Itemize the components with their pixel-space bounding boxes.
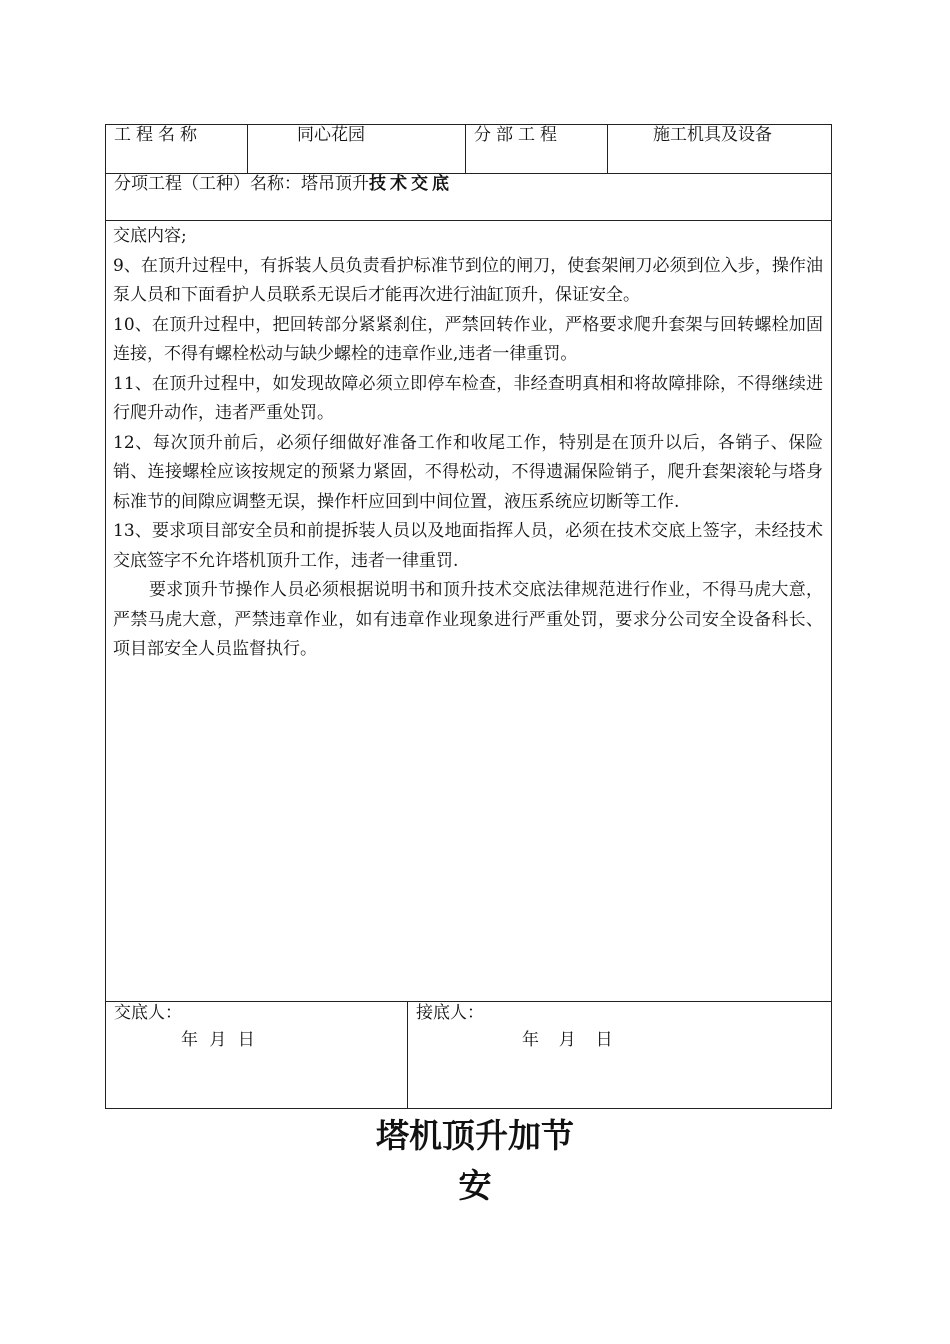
col-divider-1 xyxy=(247,124,248,173)
content-paragraph: 10、在顶升过程中，把回转部分紧紧刹住，严禁回转作业，严格要求爬升套架与回转螺栓加固连接，不得有螺栓松动与缺少螺栓的违章作业,违者一律重罚。 xyxy=(113,314,823,364)
project-name-value: 同心花园 xyxy=(297,125,365,145)
division-label: 分部工程 xyxy=(474,125,562,145)
subitem-label: 分项工程（工种）名称：塔吊顶升 xyxy=(114,174,369,194)
table-border-left xyxy=(105,124,106,1109)
content-closing: 要求顶升节操作人员必须根据说明书和顶升技术交底法律规范进行作业，不得马虎大意，严禁马虎大意，严禁违章作业，如有违章作业现象进行严重处罚，要求分公司安全设备科长、项目部安全人员监督执行。 xyxy=(113,580,823,659)
giver-date: 年 月 日 xyxy=(181,1030,258,1050)
footer-title-line2: 安 xyxy=(458,1166,492,1205)
row-divider-2 xyxy=(105,220,831,221)
content-heading: 交底内容; xyxy=(113,226,187,246)
col-divider-2 xyxy=(465,124,466,173)
table-border-bottom xyxy=(105,1108,832,1109)
subitem-emphasis: 技术交底 xyxy=(369,174,453,194)
disclosure-content xyxy=(113,222,823,665)
content-paragraph: 11、在顶升过程中，如发现故障必须立即停车检查，非经查明真相和将故障排除，不得继续进行爬升动作，违者严重处罚。 xyxy=(113,373,823,423)
project-name-label: 工程名称 xyxy=(114,125,202,145)
row-divider-3 xyxy=(105,1001,831,1002)
division-value: 施工机具及设备 xyxy=(653,125,772,145)
content-paragraph: 13、要求项目部安全员和前提拆装人员以及地面指挥人员，必须在技术交底上签字，未经技术交底签字不允许塔机顶升工作，违者一律重罚. xyxy=(113,521,823,571)
footer-title-line1: 塔机顶升加节 xyxy=(376,1116,574,1155)
giver-label: 交底人： xyxy=(114,1003,182,1023)
col-divider-3 xyxy=(607,124,608,173)
subitem-row xyxy=(114,176,453,193)
content-paragraph: 12、每次顶升前后，必须仔细做好准备工作和收尾工作，特别是在顶升以后，各销子、保险销、连接螺栓应该按规定的预紧力紧固，不得松动，不得遗漏保险销子，爬升套架滚轮与塔身标准节的间隙应调整无误，操作杆应回到中间位置，液压系统应切断等工作. xyxy=(113,432,823,512)
col-divider-sign xyxy=(407,1001,408,1108)
content-paragraph: 9、在顶升过程中，有拆装人员负责看护标准节到位的闸刀，使套架闸刀必须到位入步，操作油泵人员和下面看护人员联系无误后才能再次进行油缸顶升，保证安全。 xyxy=(113,255,823,305)
table-border-right xyxy=(831,124,832,1109)
receiver-label: 接底人： xyxy=(416,1003,484,1023)
receiver-date: 年 月 日 xyxy=(522,1030,616,1050)
